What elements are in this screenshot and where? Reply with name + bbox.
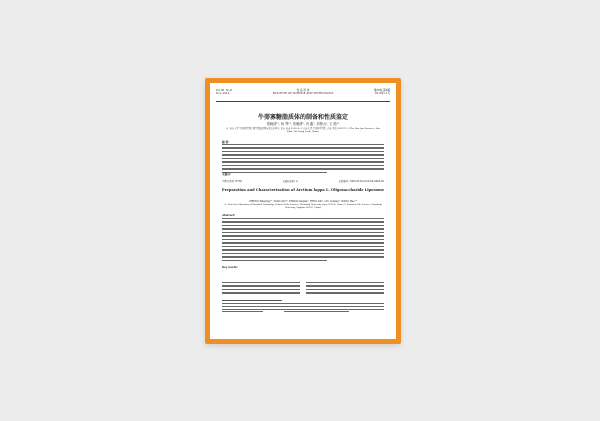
abstract-en-label: Abstract:	[222, 214, 236, 217]
keywords-en-label: Key words:	[222, 266, 238, 269]
body-column-right	[306, 282, 384, 296]
header-issue: 第36卷 第6期 2019年11月	[373, 89, 390, 96]
keywords-label: 关键词:	[222, 173, 231, 176]
class-number: 中图分类号: R730	[222, 180, 242, 183]
abstract-body-en	[222, 218, 384, 263]
abstract-body-cn	[222, 144, 384, 175]
affiliation-chinese: (1. 山东大学 生命科学学院 微生物技术国家重点实验室, 山东 济南 250100; 2. 山东大学 生命科学学院, 山东 青岛 266237; 3. The Shu Jun Sciences, Shu Yuan, Tai Comp Lead, China)	[226, 127, 380, 133]
document-page	[210, 83, 396, 339]
classification-line	[222, 179, 384, 183]
running-header	[216, 89, 390, 102]
article-number: 文章编号: 1006-3218-2019-06-0463-06	[338, 180, 384, 183]
header-volume: Vol.36 No.6 Nov. 2019	[216, 89, 233, 96]
body-columns	[222, 282, 384, 296]
title-chinese: 牛蒡寡糖脂质体的制备和性质鉴定	[257, 114, 348, 121]
footnotes	[222, 303, 284, 314]
affiliation-english: (1. State Key Laboratory of Microbial Technology, School of Life Sciences, Shandong University, Jinan 250100, China; 2. School of Life Sciences, Shandong University, Qingdao 266237, China)	[224, 204, 382, 209]
footnote-rule	[222, 300, 282, 301]
body-column-left	[222, 282, 300, 296]
authors-english: ZHENG Wanqing¹², YANG Qin¹³, ZHANG Yaqian², FENG Xin³, LIU Lushan³, WANG Hao¹³	[249, 200, 357, 203]
document-code: 文献标识码: A	[282, 180, 298, 183]
title-english: Preparation and Characterization of Arctium lappa L. Oligosaccharide Liposome	[221, 188, 385, 192]
header-journal: 食 品 科 技 BULLETIN OF SCIENCE AND TECHNOLOGY	[272, 89, 334, 96]
document-thumbnail-frame[interactable]	[205, 78, 401, 344]
authors-chinese: 郑婉清¹², 杨 琴¹³, 张雅倩², 冯 鑫³, 刘鲁山³, 王 皓¹³	[266, 122, 340, 126]
footnotes-right	[284, 303, 384, 314]
abstract-label: 摘 要:	[222, 141, 230, 144]
